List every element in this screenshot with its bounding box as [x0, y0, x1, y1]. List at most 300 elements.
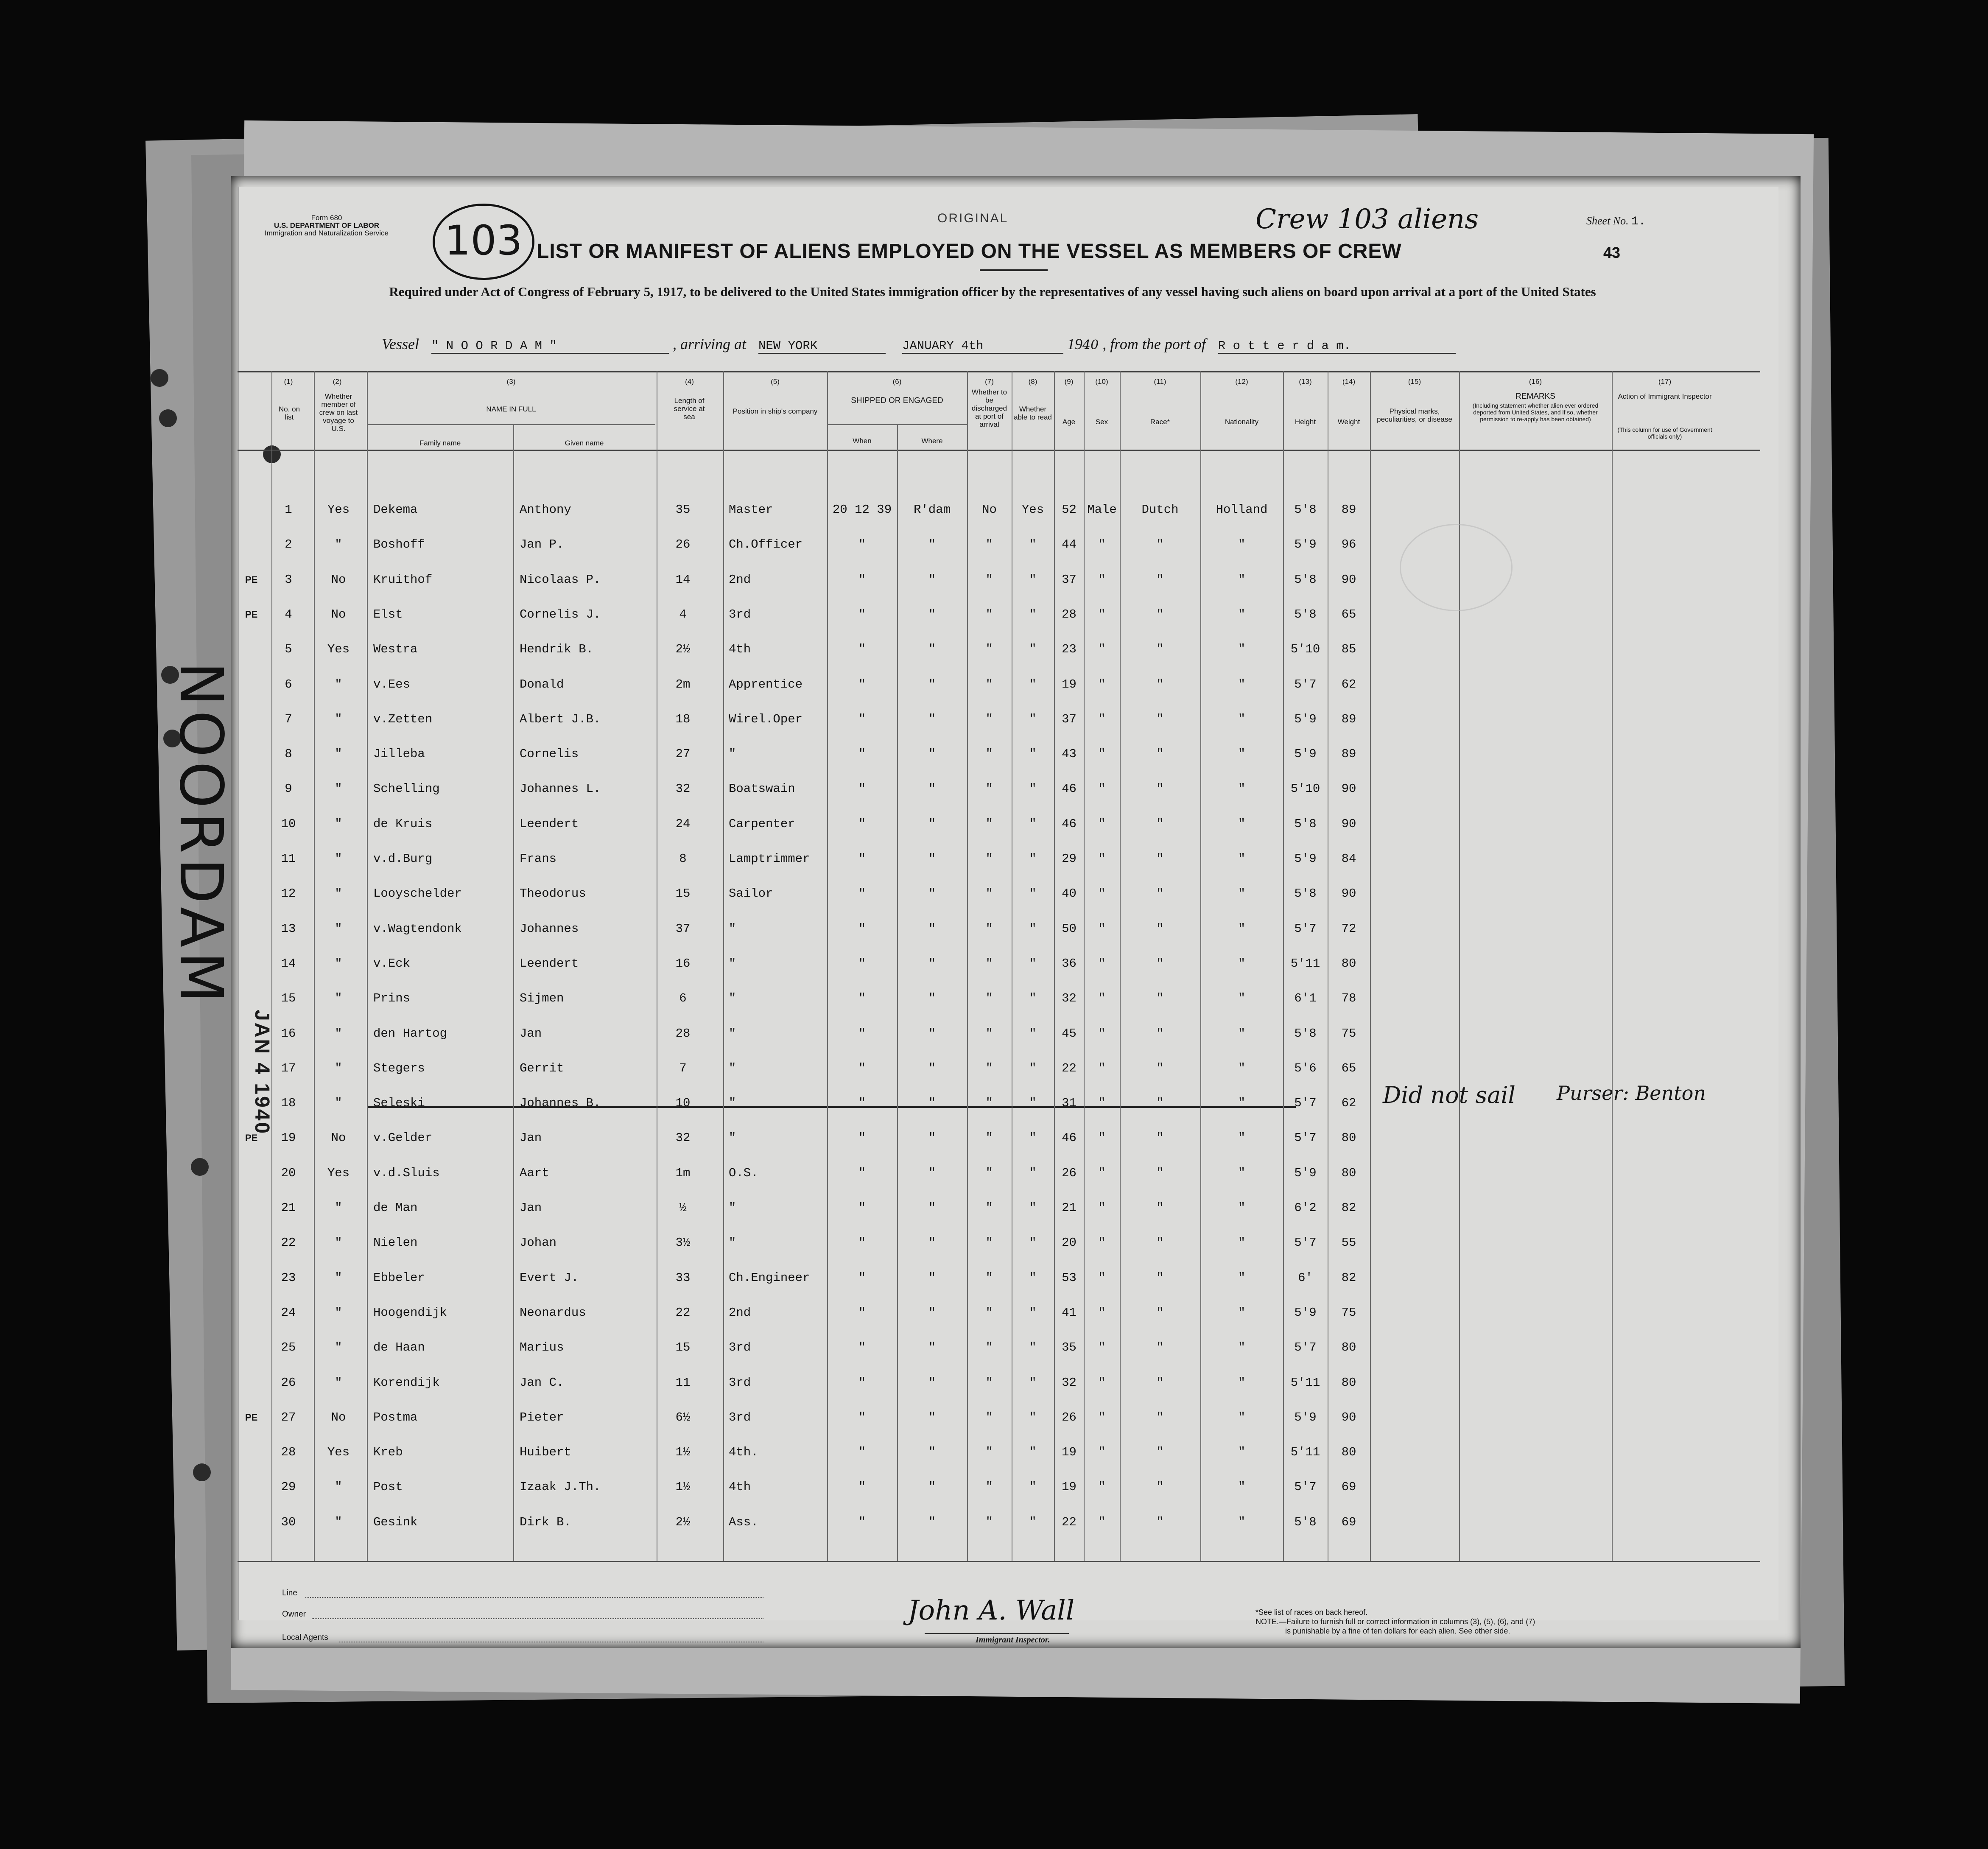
fine-note-cont: is punishable by a fine of ten dollars for each alien. See other side.	[1285, 1627, 1510, 1635]
height-cell: 5'8	[1294, 817, 1317, 831]
row-number-cell: 7	[285, 712, 292, 726]
sex-cell: "	[1098, 852, 1106, 866]
given-name-cell: Cornelis J.	[520, 607, 601, 621]
col3-number: (3)	[506, 378, 516, 386]
given-name-cell: Frans	[520, 852, 557, 866]
row-number-cell: 4	[285, 607, 292, 621]
family-name-cell: v.Gelder	[373, 1131, 433, 1145]
position-cell: Apprentice	[729, 677, 803, 691]
height-cell: 5'7	[1294, 1340, 1317, 1354]
column-rule	[967, 371, 968, 1561]
requirement-text: Required under Act of Congress of February 5, 1917, to be delivered to the United States immigration officer by the representatives of any vessel having such aliens on board upon arrival at a port of the United States	[389, 284, 1596, 299]
col4-header: Length of service at sea	[674, 397, 705, 421]
nationality-cell: "	[1238, 642, 1246, 656]
shipped-where-cell: "	[928, 1166, 936, 1180]
able-to-read-cell: "	[1029, 1340, 1037, 1354]
col2-number: (2)	[333, 378, 342, 386]
age-cell: 31	[1062, 1096, 1076, 1110]
age-cell: 20	[1062, 1236, 1076, 1250]
row-number-cell: 21	[281, 1201, 296, 1215]
row-number-cell: 22	[281, 1236, 296, 1250]
service-length-cell: 1½	[675, 1445, 691, 1459]
nationality-cell: Holland	[1216, 503, 1268, 517]
signature-rule	[925, 1633, 1069, 1634]
col12-header: Nationality	[1225, 418, 1259, 426]
sex-cell: "	[1098, 922, 1106, 936]
discharged-cell: "	[985, 573, 993, 587]
given-name-cell: Albert J.B.	[520, 712, 601, 726]
col6-header: SHIPPED OR ENGAGED	[851, 396, 943, 405]
name-subheader-rule	[367, 424, 655, 425]
shipped-when-cell: "	[858, 1096, 866, 1110]
service-length-cell: 6	[679, 991, 687, 1005]
sex-cell: "	[1098, 1376, 1106, 1390]
shipped-where-cell: "	[928, 1445, 936, 1459]
sex-cell: "	[1098, 1306, 1106, 1320]
discharged-cell: "	[985, 852, 993, 866]
able-to-read-cell: "	[1029, 887, 1037, 901]
age-cell: 22	[1062, 1515, 1076, 1529]
col8-number: (8)	[1028, 378, 1037, 386]
shipped-when-cell: 20 12 39	[832, 503, 892, 517]
footer-line-rule	[305, 1597, 763, 1598]
shipped-when-cell: "	[858, 1340, 866, 1354]
service-length-cell: 16	[675, 957, 691, 971]
arrival-date: JANUARY 4th	[902, 339, 1063, 354]
service-length-cell: 1m	[675, 1166, 691, 1180]
given-name-cell: Dirk B.	[520, 1515, 571, 1529]
column-rule	[1054, 371, 1055, 1561]
nationality-cell: "	[1238, 1201, 1246, 1215]
shipped-where-cell: "	[928, 817, 936, 831]
race-cell: "	[1156, 607, 1164, 621]
able-to-read-cell: "	[1029, 573, 1037, 587]
able-to-read-cell: "	[1029, 1306, 1037, 1320]
sex-cell: "	[1098, 1236, 1106, 1250]
family-name-cell: Korendijk	[373, 1376, 440, 1390]
family-name-cell: Stegers	[373, 1061, 425, 1075]
position-cell: "	[729, 1061, 736, 1075]
row-number-cell: 25	[281, 1340, 296, 1354]
shipped-when-cell: "	[858, 1410, 866, 1424]
height-cell: 5'11	[1290, 957, 1320, 971]
discharged-cell: "	[985, 1061, 993, 1075]
discharged-cell: "	[985, 1410, 993, 1424]
weight-cell: 90	[1341, 782, 1356, 796]
family-name-cell: Elst	[373, 607, 403, 621]
prev-voyage-cell: "	[335, 712, 342, 726]
able-to-read-cell: "	[1029, 677, 1037, 691]
circled-number	[433, 204, 534, 280]
race-cell: "	[1156, 1027, 1164, 1041]
row-number-cell: 27	[281, 1410, 296, 1424]
prev-voyage-cell: "	[335, 991, 342, 1005]
shipped-where-cell: "	[928, 1410, 936, 1424]
service-length-cell: 32	[675, 1131, 691, 1145]
discharged-cell: "	[985, 1480, 993, 1494]
sex-cell: "	[1098, 1096, 1106, 1110]
family-name-cell: Jilleba	[373, 747, 425, 761]
race-cell: "	[1156, 1480, 1164, 1494]
arriving-port: NEW YORK	[758, 339, 886, 354]
row-number-cell: 28	[281, 1445, 296, 1459]
column-rule	[513, 424, 514, 1561]
service-length-cell: 8	[679, 852, 687, 866]
service-length-cell: 14	[675, 573, 691, 587]
year-prefix: 19	[1067, 336, 1082, 352]
service-length-cell: 26	[675, 537, 691, 551]
weight-cell: 90	[1341, 1410, 1356, 1424]
col17-subheader: (This column for use of Government officials only)	[1617, 426, 1712, 440]
shipped-where-cell: "	[928, 852, 936, 866]
family-name-header: Family name	[419, 439, 461, 447]
shipped-when-cell: "	[858, 1376, 866, 1390]
race-cell: "	[1156, 957, 1164, 971]
shipped-where-cell: "	[928, 1480, 936, 1494]
shipped-where-cell: "	[928, 1027, 936, 1041]
pe-margin-mark: PE	[245, 1133, 258, 1143]
col2-header: Whether member of crew on last voyage to U.S.	[319, 392, 358, 433]
age-cell: 19	[1062, 1480, 1076, 1494]
service-length-cell: 18	[675, 712, 691, 726]
fine-note: NOTE.—Failure to furnish full or correct information in columns (3), (5), (6), and (7)	[1255, 1617, 1535, 1626]
family-name-cell: de Haan	[373, 1340, 425, 1354]
given-name-cell: Nicolaas P.	[520, 573, 601, 587]
inspector-signature: John A. Wall	[908, 1595, 1075, 1626]
shipped-when-cell: "	[858, 1131, 866, 1145]
shipped-where-cell: "	[928, 677, 936, 691]
sex-cell: "	[1098, 1131, 1106, 1145]
given-name-cell: Johannes L.	[520, 782, 601, 796]
weight-cell: 80	[1341, 1340, 1356, 1354]
shipped-where-cell: "	[928, 712, 936, 726]
sex-cell: "	[1098, 573, 1106, 587]
given-name-cell: Donald	[520, 677, 564, 691]
prev-voyage-cell: "	[335, 1480, 342, 1494]
column-rule	[723, 371, 724, 1561]
age-cell: 46	[1062, 1131, 1076, 1145]
given-name-cell: Anthony	[520, 503, 571, 517]
shipped-where-cell: "	[928, 1271, 936, 1285]
prev-voyage-cell: "	[335, 1061, 342, 1075]
shipped-where-cell: "	[928, 922, 936, 936]
height-cell: 5'11	[1290, 1376, 1320, 1390]
row-number-cell: 6	[285, 677, 292, 691]
height-cell: 6'	[1298, 1271, 1313, 1285]
weight-cell: 75	[1341, 1027, 1356, 1041]
given-name-cell: Evert J.	[520, 1271, 579, 1285]
shipped-where-cell: "	[928, 1096, 936, 1110]
service-length-cell: 2½	[675, 642, 691, 656]
binder-hole	[191, 1158, 209, 1176]
shipped-where-cell: "	[928, 537, 936, 551]
shipped-when-cell: "	[858, 922, 866, 936]
nationality-cell: "	[1238, 1480, 1246, 1494]
sheet-number: 1.	[1631, 215, 1646, 228]
age-cell: 28	[1062, 607, 1076, 621]
position-cell: 3rd	[729, 1410, 751, 1424]
from-label: , from the port of	[1102, 336, 1206, 352]
nationality-cell: "	[1238, 607, 1246, 621]
col13-number: (13)	[1299, 378, 1312, 386]
given-name-cell: Pieter	[520, 1410, 564, 1424]
binder-hole	[193, 1463, 211, 1481]
nationality-cell: "	[1238, 957, 1246, 971]
height-cell: 5'7	[1294, 677, 1317, 691]
position-cell: Carpenter	[729, 817, 795, 831]
row-number-cell: 24	[281, 1306, 296, 1320]
weight-cell: 78	[1341, 991, 1356, 1005]
prev-voyage-cell: "	[335, 887, 342, 901]
col17-header: Action of Immigrant Inspector	[1618, 392, 1712, 400]
nationality-cell: "	[1238, 573, 1246, 587]
age-cell: 21	[1062, 1201, 1076, 1215]
position-cell: 4th	[729, 642, 751, 656]
age-cell: 29	[1062, 852, 1076, 866]
given-name-cell: Neonardus	[520, 1306, 586, 1320]
height-cell: 6'2	[1294, 1201, 1317, 1215]
nationality-cell: "	[1238, 1061, 1246, 1075]
height-cell: 5'10	[1290, 782, 1320, 796]
able-to-read-cell: "	[1029, 852, 1037, 866]
family-name-cell: Postma	[373, 1410, 418, 1424]
row-number-cell: 14	[281, 957, 296, 971]
shipped-when-cell: "	[858, 642, 866, 656]
position-cell: Lamptrimmer	[729, 852, 810, 866]
height-cell: 5'11	[1290, 1445, 1320, 1459]
row-number-cell: 10	[281, 817, 296, 831]
nationality-cell: "	[1238, 1376, 1246, 1390]
position-cell: 3rd	[729, 1376, 751, 1390]
row-number-cell: 23	[281, 1271, 296, 1285]
sex-cell: "	[1098, 607, 1106, 621]
discharged-cell: "	[985, 1445, 993, 1459]
family-name-cell: v.Zetten	[373, 712, 433, 726]
able-to-read-cell: "	[1029, 1445, 1037, 1459]
age-cell: 19	[1062, 677, 1076, 691]
discharged-cell: "	[985, 1376, 993, 1390]
shipped-when-cell: "	[858, 1027, 866, 1041]
binder-hole	[159, 409, 177, 427]
nationality-cell: "	[1238, 1027, 1246, 1041]
position-cell: 2nd	[729, 573, 751, 587]
weight-cell: 85	[1341, 642, 1356, 656]
prev-voyage-cell: Yes	[327, 1445, 350, 1459]
position-cell: "	[729, 957, 736, 971]
prev-voyage-cell: "	[335, 747, 342, 761]
race-cell: "	[1156, 712, 1164, 726]
row18-remark-purser: Purser: Benton	[1557, 1082, 1706, 1105]
service-length-cell: 27	[675, 747, 691, 761]
prev-voyage-cell: "	[335, 1271, 342, 1285]
age-cell: 52	[1062, 503, 1076, 517]
age-cell: 41	[1062, 1306, 1076, 1320]
weight-cell: 82	[1341, 1271, 1356, 1285]
family-name-cell: Gesink	[373, 1515, 418, 1529]
family-name-cell: Hoogendijk	[373, 1306, 447, 1320]
col10-number: (10)	[1095, 378, 1108, 386]
col8-header: Whether able to read	[1014, 405, 1052, 421]
row-number-cell: 26	[281, 1376, 296, 1390]
service-length-cell: 3½	[675, 1236, 691, 1250]
service-length-cell: 22	[675, 1306, 691, 1320]
title-underline	[980, 269, 1048, 271]
shipped-where-cell: "	[928, 1306, 936, 1320]
col11-number: (11)	[1154, 378, 1166, 386]
col7-header: Whether to be discharged at port of arrival	[971, 388, 1007, 428]
nationality-cell: "	[1238, 817, 1246, 831]
nationality-cell: "	[1238, 1271, 1246, 1285]
table-header-rule	[238, 450, 1760, 451]
able-to-read-cell: "	[1029, 1480, 1037, 1494]
shipped-where-cell: "	[928, 957, 936, 971]
shipped-when-cell: "	[858, 677, 866, 691]
position-cell: Ch.Engineer	[729, 1271, 810, 1285]
col1-number: (1)	[284, 378, 293, 386]
height-cell: 5'7	[1294, 1236, 1317, 1250]
given-name-cell: Jan	[520, 1131, 542, 1145]
shipped-when-cell: "	[858, 887, 866, 901]
inspector-label: Immigrant Inspector.	[976, 1635, 1050, 1645]
family-name-cell: Westra	[373, 642, 418, 656]
weight-cell: 90	[1341, 573, 1356, 587]
nationality-cell: "	[1238, 1445, 1246, 1459]
column-rule	[1084, 371, 1085, 1561]
sex-cell: "	[1098, 1166, 1106, 1180]
race-cell: "	[1156, 1236, 1164, 1250]
sex-cell: Male	[1087, 503, 1117, 517]
discharged-cell: "	[985, 991, 993, 1005]
where-header: Where	[921, 437, 943, 445]
service-length-cell: 2½	[675, 1515, 691, 1529]
able-to-read-cell: "	[1029, 1027, 1037, 1041]
discharged-cell: "	[985, 1096, 993, 1110]
position-cell: "	[729, 747, 736, 761]
service-length-cell: 10	[675, 1096, 691, 1110]
row-number-cell: 5	[285, 642, 292, 656]
service-length-cell: 15	[675, 1340, 691, 1354]
given-name-cell: Johannes B.	[520, 1096, 601, 1110]
discharged-cell: "	[985, 1027, 993, 1041]
shipped-when-cell: "	[858, 1236, 866, 1250]
shipped-when-cell: "	[858, 1480, 866, 1494]
col5-number: (5)	[771, 378, 780, 386]
shipped-when-cell: "	[858, 1166, 866, 1180]
races-note: *See list of races on back hereof.	[1255, 1608, 1368, 1617]
position-cell: "	[729, 1027, 736, 1041]
nationality-cell: "	[1238, 1096, 1246, 1110]
footer-owner-rule	[312, 1618, 763, 1619]
sex-cell: "	[1098, 1271, 1106, 1285]
service-length-cell: 15	[675, 887, 691, 901]
race-cell: "	[1156, 782, 1164, 796]
prev-voyage-cell: "	[335, 817, 342, 831]
nationality-cell: "	[1238, 747, 1246, 761]
discharged-cell: "	[985, 607, 993, 621]
given-name-cell: Sijmen	[520, 991, 564, 1005]
sex-cell: "	[1098, 677, 1106, 691]
discharged-cell: "	[985, 677, 993, 691]
race-cell: "	[1156, 1271, 1164, 1285]
sex-cell: "	[1098, 747, 1106, 761]
family-name-cell: de Man	[373, 1201, 418, 1215]
race-cell: "	[1156, 1166, 1164, 1180]
pe-margin-mark: PE	[245, 1412, 258, 1423]
shipped-when-cell: "	[858, 573, 866, 587]
nationality-cell: "	[1238, 1306, 1246, 1320]
prev-voyage-cell: "	[335, 957, 342, 971]
page-number: 43	[1603, 244, 1621, 261]
weight-cell: 62	[1341, 1096, 1356, 1110]
family-name-cell: Boshoff	[373, 537, 425, 551]
weight-cell: 69	[1341, 1480, 1356, 1494]
age-cell: 36	[1062, 957, 1076, 971]
weight-cell: 90	[1341, 817, 1356, 831]
sex-cell: "	[1098, 1515, 1106, 1529]
column-rule	[1200, 371, 1201, 1561]
footer-agents-label: Local Agents	[282, 1633, 328, 1642]
family-name-cell: Kruithof	[373, 573, 433, 587]
seal-stamp	[1400, 524, 1513, 611]
race-cell: "	[1156, 817, 1164, 831]
shipped-where-cell: "	[928, 1236, 936, 1250]
position-cell: 4th	[729, 1480, 751, 1494]
family-name-cell: Schelling	[373, 782, 440, 796]
given-name-cell: Jan C.	[520, 1376, 564, 1390]
col9-header: Age	[1062, 418, 1076, 426]
service-length-cell: 2m	[675, 677, 691, 691]
column-rule	[827, 371, 828, 1561]
height-cell: 5'8	[1294, 573, 1317, 587]
column-rule	[1120, 371, 1121, 1561]
shipped-where-cell: "	[928, 1201, 936, 1215]
sex-cell: "	[1098, 782, 1106, 796]
prev-voyage-cell: No	[331, 1410, 346, 1424]
discharged-cell: "	[985, 1271, 993, 1285]
col10-header: Sex	[1095, 418, 1108, 426]
weight-cell: 72	[1341, 922, 1356, 936]
height-cell: 5'9	[1294, 1306, 1317, 1320]
col13-header: Height	[1295, 418, 1316, 426]
age-cell: 37	[1062, 712, 1076, 726]
given-name-cell: Izaak J.Th.	[520, 1480, 601, 1494]
shipped-where-cell: "	[928, 887, 936, 901]
race-cell: "	[1156, 747, 1164, 761]
age-cell: 43	[1062, 747, 1076, 761]
family-name-cell: v.d.Sluis	[373, 1166, 440, 1180]
age-cell: 32	[1062, 1376, 1076, 1390]
prev-voyage-cell: No	[331, 607, 346, 621]
height-cell: 5'9	[1294, 1166, 1317, 1180]
nationality-cell: "	[1238, 1340, 1246, 1354]
form-title: LIST OR MANIFEST OF ALIENS EMPLOYED ON THE VESSEL AS MEMBERS OF CREW	[537, 240, 1402, 263]
race-cell: "	[1156, 677, 1164, 691]
prev-voyage-cell: "	[335, 537, 342, 551]
age-cell: 40	[1062, 887, 1076, 901]
from-port: R o t t e r d a m.	[1218, 339, 1456, 354]
table-top-rule	[238, 371, 1760, 372]
height-cell: 5'8	[1294, 1515, 1317, 1529]
position-cell: O.S.	[729, 1166, 758, 1180]
family-name-cell: Nielen	[373, 1236, 418, 1250]
row-number-cell: 18	[281, 1096, 296, 1110]
column-rule	[1283, 371, 1284, 1561]
weight-cell: 69	[1341, 1515, 1356, 1529]
discharged-cell: "	[985, 817, 993, 831]
service-length-cell: ½	[679, 1201, 687, 1215]
prev-voyage-cell: "	[335, 1096, 342, 1110]
sex-cell: "	[1098, 537, 1106, 551]
